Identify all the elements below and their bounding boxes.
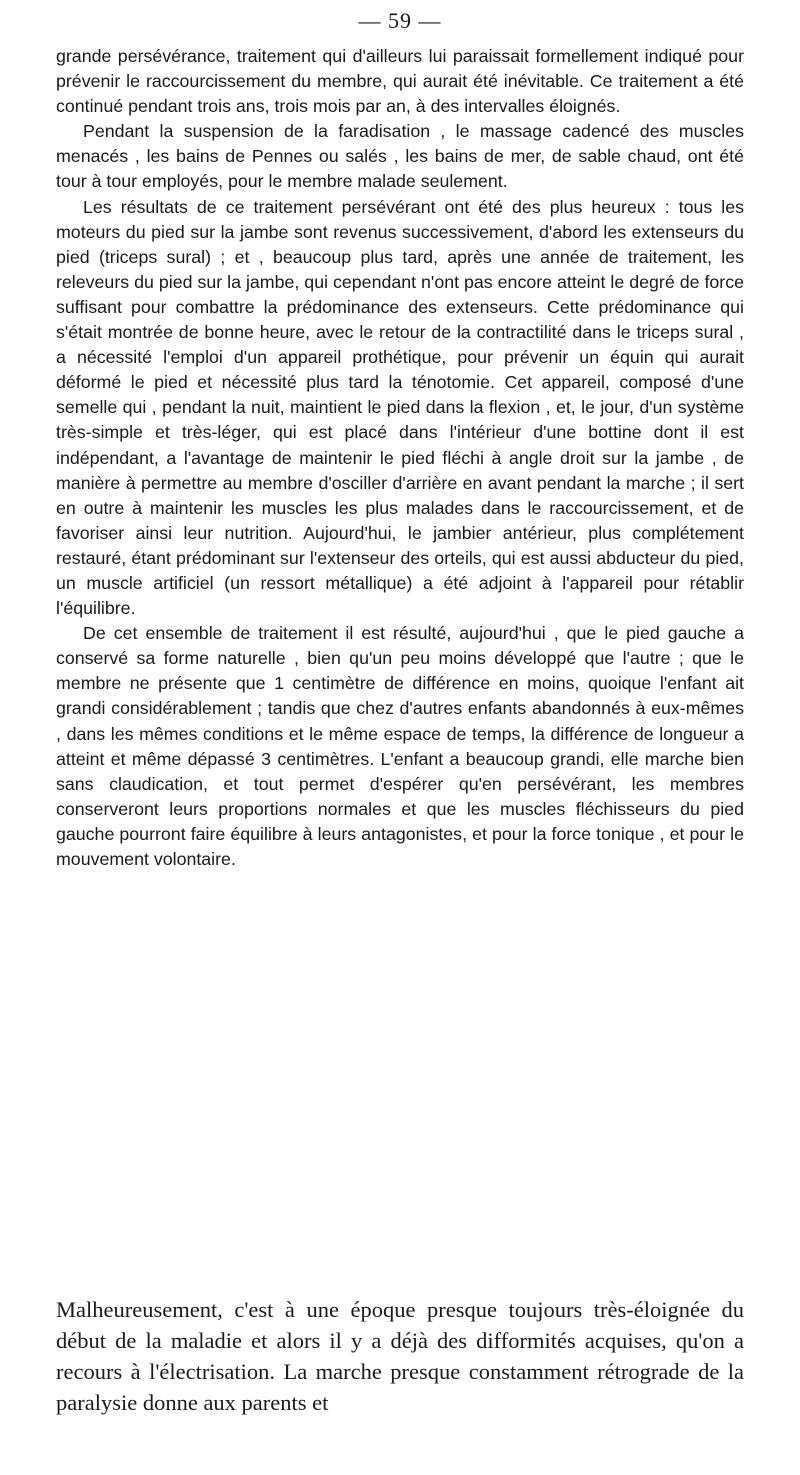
closing-text [56,1294,744,1418]
paragraph-closing: Malheureusement, c'est à une époque presque toujours très-éloignée du début de la maladie et alors il y a déjà des difformités acquises, qu'on a recours à l'électrisation. La marche presque constamment rétrograde de la paralysie donne aux parents et [56,1297,744,1415]
paragraph-results: Les résultats de ce traitement persévérant ont été des plus heureux : tous les moteurs du pied sur la jambe sont revenus successivement, d'abord les extenseurs du pied (triceps sural) ; et , beaucoup plus tard, après une année de traitement, les releveurs du pied sur la jambe, qui cependant n'ont pas encore atteint le degré de force suffisant pour combattre la prédominance des extenseurs. Cette prédominance qui s'était montrée de bonne heure, avec le retour de la contractilité dans le triceps sural , a nécessité l'emploi d'un appareil prothétique, pour prévenir un équin qui aurait déformé le pied et nécessité plus tard la ténotomie. Cet appareil, composé d'une semelle qui , pendant la nuit, maintient le pied dans la flexion , et, le jour, d'un système très-simple et très-léger, qui est placé dans l'intérieur d'une bottine dont il est indépendant, a l'avantage de maintenir le pied fléchi à angle droit sur la jambe , de manière à permettre au membre d'osciller d'arrière en avant pendant la marche ; il sert en outre à maintenir les muscles les plus malades dans le raccourcissement, et de favoriser ainsi leur nutrition. Aujourd'hui, le jambier antérieur, plus complétement restauré, étant prédominant sur l'extenseur des orteils, qui est aussi abducteur du pied, un muscle artificiel (un ressort métallique) a été adjoint à l'appareil pour rétablir l'équilibre. [56,196,744,619]
page-number: — 59 — [358,8,442,33]
paragraph-outcome: De cet ensemble de traitement il est résulté, aujourd'hui , que le pied gauche a conservé sa forme naturelle , bien qu'un peu moins développé que l'autre ; que le membre ne présente que 1 centimètre de différence en moins, quoique l'enfant ait grandi considérablement ; tandis que chez d'autres enfants abandonnés à eux-mêmes , dans les mêmes conditions et le même espace de temps, la différence de longueur a atteint et même dépassé 3 centimètres. L'enfant a beaucoup grandi, elle marche bien sans claudication, et tout permet d'espérer qu'en persévérant, les membres conserveront leurs proportions normales et que les muscles fléchisseurs du pied gauche pourront faire équilibre à leurs antagonistes, et pour la force tonique , et pour le mouvement volontaire. [56,623,744,869]
paragraph-suspension: Pendant la suspension de la faradisation , le massage cadencé des muscles menacés , les bains de Pennes ou salés , les bains de mer, de sable chaud, ont été tour à tour employés, pour le membre malade seulement. [56,121,744,192]
body-text [56,44,744,872]
paragraph-continuation: grande persévérance, traitement qui d'ailleurs lui paraissait formellement indiqué pour prévenir le raccourcissement du membre, qui aurait été inévitable. Ce traitement a été continué pendant trois ans, trois mois par an, à des intervalles éloignés. [56,46,744,117]
